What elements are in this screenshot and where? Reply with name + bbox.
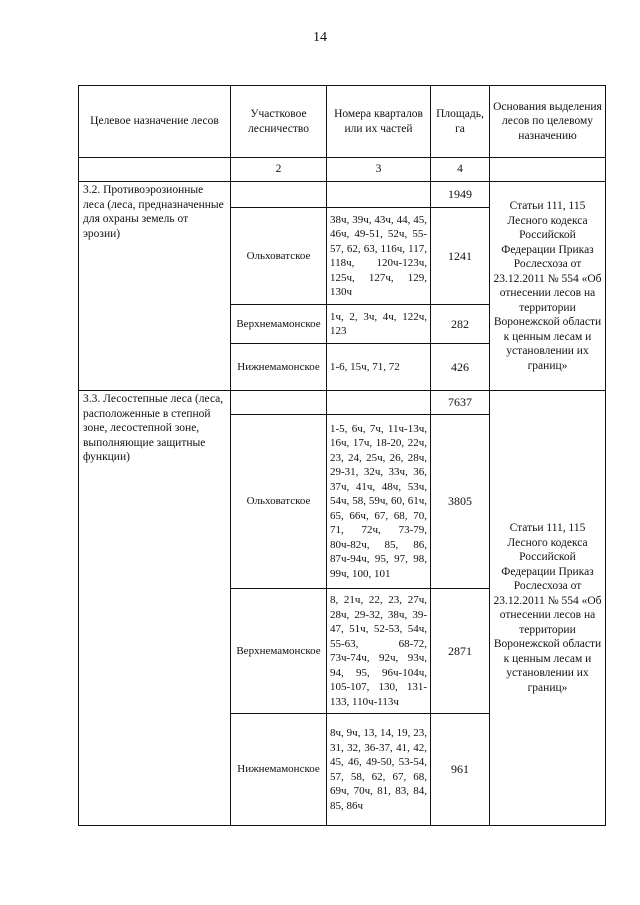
area-value: 961 <box>431 714 490 826</box>
table-header-row <box>79 86 606 158</box>
quarter-numbers: 8ч, 9ч, 13, 14, 19, 23, 31, 32, 36-37, 41, 42, 45, 46, 49-50, 53-54, 57, 58, 62, 67, 68, 69ч, 70ч, 81, 83, 84, 85, 86ч <box>327 714 431 826</box>
forestry-name: Нижнемамонское <box>231 344 327 391</box>
header-purpose: Целевое назначение лесов <box>79 86 231 158</box>
page-number: 14 <box>313 30 327 45</box>
empty-cell <box>327 391 431 415</box>
header-area: Площадь, га <box>431 86 490 158</box>
header-forestry: Участковое лесничество <box>231 86 327 158</box>
column-number: 4 <box>431 158 490 182</box>
forestry-name: Нижнемамонское <box>231 714 327 826</box>
column-number-blank <box>490 158 606 182</box>
section-33-total-area: 7637 <box>431 391 490 415</box>
column-number: 2 <box>231 158 327 182</box>
header-basis: Основания выделения лесов по целевому назначению <box>490 86 606 158</box>
column-number: 3 <box>327 158 431 182</box>
section-32-total-row <box>79 182 606 208</box>
forestry-name: Ольховатское <box>231 415 327 589</box>
empty-cell <box>327 182 431 208</box>
quarter-numbers: 8, 21ч, 22, 23, 27ч, 28ч, 29-32, 38ч, 39-47, 51ч, 52-53, 54ч, 55-63, 68-72, 73ч-74ч, 92ч, 93ч, 94, 95, 96ч-104ч, 105-107, 130, 131-133, 110ч-113ч <box>327 589 431 714</box>
header-quarters: Номера кварталов или их частей <box>327 86 431 158</box>
area-value: 1241 <box>431 208 490 305</box>
forest-purpose-table <box>78 85 606 826</box>
quarter-numbers: 38ч, 39ч, 43ч, 44, 45, 46ч, 49-51, 52ч, 55-57, 62, 63, 116ч, 117, 118ч, 120ч-123ч, 125ч, 127ч, 129, 130ч <box>327 208 431 305</box>
forestry-name: Верхнемамонское <box>231 589 327 714</box>
forestry-name: Ольховатское <box>231 208 327 305</box>
quarter-numbers: 1-5, 6ч, 7ч, 11ч-13ч, 16ч, 17ч, 18-20, 22ч, 23, 24, 25ч, 26, 28ч, 29-31, 32ч, 33ч, 36, 37ч, 41ч, 48ч, 53ч, 54ч, 58, 59ч, 60, 61ч, 65, 66ч, 67, 68, 70, 71, 72ч, 73-79, 80ч-82ч, 85, 86, 87ч-94ч, 95, 97, 98, 99ч, 100, 101 <box>327 415 431 589</box>
quarter-numbers: 1-6, 15ч, 71, 72 <box>327 344 431 391</box>
section-33-basis: Статьи 111, 115 Лесного кодекса Российской Федерации Приказ Рослесхоза от 23.12.2011 № 554 «Об отнесении лесов на территории Воронежской области к ценным лесам и установлении их границ» <box>490 391 606 826</box>
section-32-purpose: 3.2. Противоэрозионные леса (леса, предназначенные для охраны земель от эрозии) <box>79 182 231 391</box>
area-value: 282 <box>431 305 490 344</box>
column-number-blank <box>79 158 231 182</box>
section-33-purpose: 3.3. Лесостепные леса (леса, расположенные в степной зоне, лесостепной зоне, выполняющие защитные функции) <box>79 391 231 826</box>
forestry-name: Верхнемамонское <box>231 305 327 344</box>
section-32-total-area: 1949 <box>431 182 490 208</box>
quarter-numbers: 1ч, 2, 3ч, 4ч, 122ч, 123 <box>327 305 431 344</box>
area-value: 426 <box>431 344 490 391</box>
empty-cell <box>231 391 327 415</box>
section-32-basis: Статьи 111, 115 Лесного кодекса Российской Федерации Приказ Рослесхоза от 23.12.2011 № 554 «Об отнесении лесов на территории Воронежской области к ценным лесам и установлении их границ» <box>490 182 606 391</box>
area-value: 2871 <box>431 589 490 714</box>
empty-cell <box>231 182 327 208</box>
section-33-total-row <box>79 391 606 415</box>
area-value: 3805 <box>431 415 490 589</box>
column-number-row <box>79 158 606 182</box>
